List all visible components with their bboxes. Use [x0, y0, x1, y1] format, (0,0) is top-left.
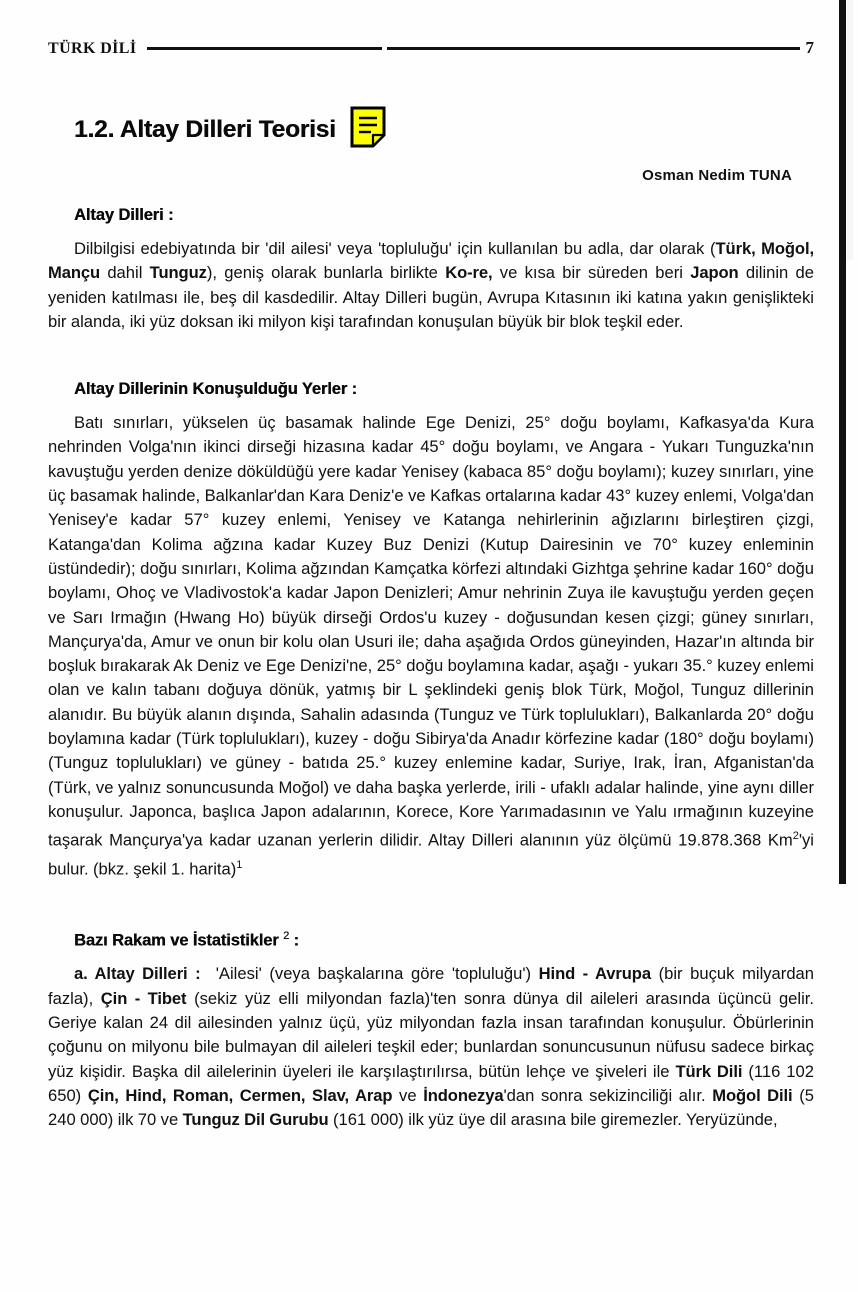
- paragraph-altay-dilleri: Dilbilgisi edebiyatında bir 'dil ailesi' veya 'topluluğu' için kullanılan bu adla, dar olarak (Türk, Moğol, Mançu dahil Tunguz), geniş olarak bunlarla birlikte Ko-re, ve kısa bir süreden beri Japon dilinin de yeniden katılması ile, beş dil kasdedilir. Altay Dilleri bugün, Avrupa Kıtasının iki katına yakın genişlikteki bir alanda, iki yüz doksan iki milyon kişi tarafından konuşulan büyük bir blok teşkil eder.: [48, 239, 815, 331]
- paragraph-konusuldugu-yerler: Batı sınırları, yükselen üç basamak halinde Ege Denizi, 25° doğu boylamı, Kafkasya'da Kura nehrinden Volga'nın ikinci dirseği hizasına kadar 45° doğu boylamı, ve Angara - Yukarı Tunguzka'nın kavuştuğu yerden denize döküldüğü yere kadar Yenisey (kabaca 85° doğu boylamı); kuzey sınırları, yine üç basamak halinde, Balkanlar'dan Kara Deniz'e ve Kafkas ortalarına kadar 43° kuzey enlemi, Volga'dan Yenisey'e kadar 57° kuzey enlemi, Yenisey ve Katanga nehirlerinin ağızlarını birleştiren çizgi, Katanga'dan Kolima ağzına kadar Kuzey Buz Denizi (Kutup Dairesinin ve 70° kuzey enleminin üstündedir); doğu sınırları, Kolima ağzından Kamçatka körfezi altındaki Gizhtga şehrine kadar 160° doğu boylamı, Ohoç ve Vladivostok'a kadar Japon Denizleri; Amur nehrinin Zuya ile kavuştuğu yerden geçen ve Sarı Irmağın (Hwang Ho) büyük dirseği Ordos'u kuzey - doğusundan kesen çizgi; güney sınırları, Mançurya'da, Amur ve onun bir kolu olan Usuri ile; daha aşağıda Ordos güneyinden, Hazar'ın altında bir boşluk bırakarak Ak Deniz ve Ege Denizi'ne, 25° doğu boylamına kadar, aşağı - yukarı 35.° kuzey enlemi olan ve kalın tabanı doğuya dönük, yatmış bir L şeklindeki geniş blok Türk, Moğol, Tunguz dillerinin alanıdır. Bu büyük alanın dışında, Sahalin adasında (Tunguz ve Türk toplulukları), Balkanlarda 20° doğu boylamına kadar (Türk toplulukları), kuzey - doğu Sibirya'da Anadır körfezine kadar (180° doğu boylamı) (Tunguz toplulukları) ve güney - batıda 25.° kuzey enlemine kadar, Suriye, Irak, İran, Afganistan'da (Türk, ve yalnız sonuncusunda Moğol) ve daha başka yerlerde, irili - ufaklı adalar halinde, yine aynı diller konuşulur. Japonca, başlıca Japon adalarının, Korece, Kore Yarımadasının ve Yalu ırmağının kuzeyine taşarak Mançurya'ya kadar uzanan yerlerin dilidir. Altay Dilleri alanının yüz ölçümü 19.878.368 Km$^2$'yi bulur. (bkz. şekil 1. harita)$^1$: [48, 413, 814, 879]
- scan-edge-highlight: [847, 0, 853, 260]
- section-heading-konusuldugu-yerler: Altay Dillerinin Konuşulduğu Yerler :: [74, 380, 357, 399]
- section-heading-altay-dilleri: Altay Dilleri :: [74, 206, 174, 224]
- running-head: [48, 0, 814, 76]
- sticky-note-icon[interactable]: [350, 106, 386, 153]
- scan-edge-artifact: [839, 0, 846, 884]
- running-head-title: TÜRK DİLİ: [48, 40, 137, 57]
- page-content: [48, 0, 814, 1134]
- paragraph-rakam-istatistikler: a. Altay Dilleri : 'Ailesi' (veya başkalarına göre 'topluluğu') Hind - Avrupa (bir buçuk milyardan fazla), Çin - Tibet (sekiz yüz elli milyondan fazla)'ten sonra dünya dil aileleri arasında üçüncü gelir. Geriye kalan 24 dil ailesinden yalnız üçü, yüz milyondan fazla insan tarafından konuşulur. Öbürlerinin çoğunu on milyonu bile bulmayan dil aileleri teşkil eder; bunlardan sonuncusunun nüfusu sadece birkaç yüz kişidir. Başka dil ailelerinin üyeleri ile karşılaştırılırsa, bütün lehçe ve şiveleri ile Türk Dili (116 102 650) Çin, Hind, Roman, Cermen, Slav, Arap ve İndonezya'dan sonra sekizinciliği alır. Moğol Dili (5 240 000) ilk 70 ve Tunguz Dil Gurubu (161 000) ilk yüz üye dil arasına bile giremezler. Yeryüzünde,: [48, 964, 815, 1130]
- author-byline: Osman Nedim TUNA: [642, 167, 792, 184]
- section-heading-rakam-istatistikler: Bazı Rakam ve İstatistikler $^2$ :: [74, 929, 299, 950]
- running-head-rule: [147, 47, 800, 50]
- page-title: 1.2. Altay Dilleri Teorisi: [74, 115, 336, 143]
- article-title-row: [48, 106, 814, 153]
- page-number: 7: [805, 37, 814, 57]
